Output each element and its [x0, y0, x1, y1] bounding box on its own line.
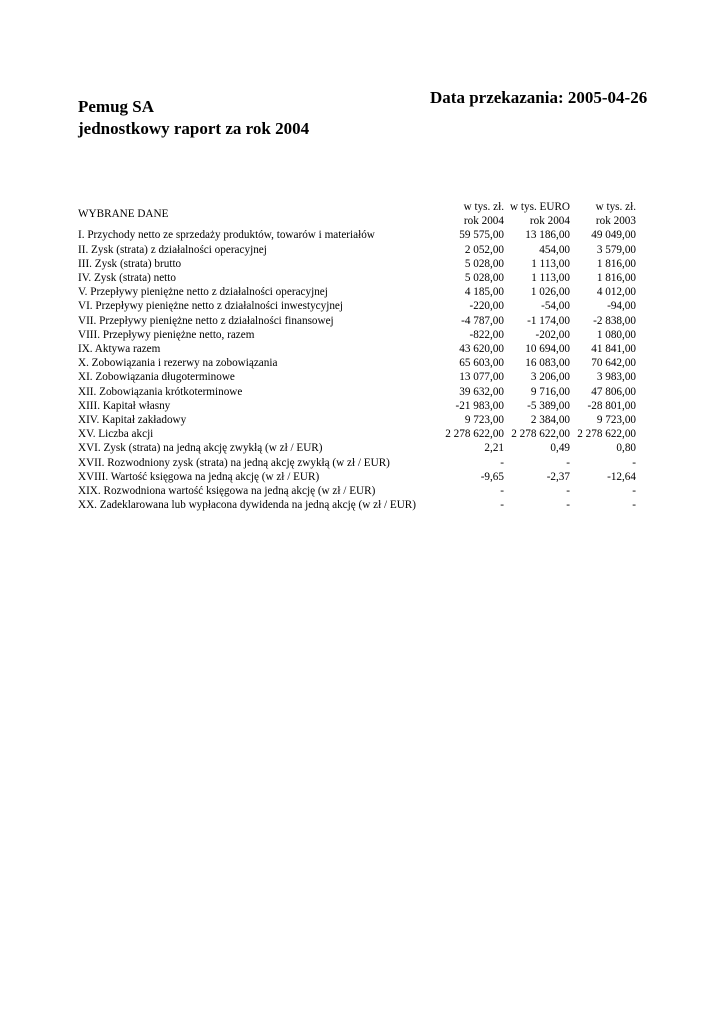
- row-label: V. Przepływy pieniężne netto z działalności operacyjnej: [78, 286, 328, 299]
- value-pln-2003: 9 723,00: [596, 414, 636, 427]
- value-pln-2004: -: [500, 485, 504, 498]
- report-title: jednostkowy raport za rok 2004: [78, 119, 310, 138]
- value-pln-2003: 3 983,00: [596, 371, 636, 384]
- value-pln-2004: -: [500, 499, 504, 512]
- value-pln-2004: 5 028,00: [464, 257, 504, 270]
- row-label: XII. Zobowiązania krótkoterminowe: [78, 385, 243, 398]
- value-eur-2004: 1 113,00: [531, 272, 570, 285]
- table-row: [76, 385, 638, 399]
- value-pln-2004: 2 052,00: [464, 243, 504, 256]
- row-label: VII. Przepływy pieniężne netto z działalności finansowej: [78, 314, 334, 327]
- value-pln-2004: 2 278 622,00: [445, 428, 504, 441]
- value-pln-2004: 13 077,00: [459, 371, 504, 384]
- row-label: I. Przychody netto ze sprzedaży produktów, towarów i materiałów: [78, 229, 375, 242]
- value-pln-2003: 4 012,00: [596, 286, 636, 299]
- value-pln-2004: 65 603,00: [459, 357, 504, 370]
- value-pln-2003: -: [632, 499, 636, 512]
- value-eur-2004: 9 716,00: [530, 385, 570, 398]
- table-row: [76, 228, 638, 242]
- table-row: [76, 328, 638, 342]
- row-label: X. Zobowiązania i rezerwy na zobowiązania: [78, 357, 278, 370]
- value-pln-2004: -: [500, 456, 504, 469]
- column-header: [440, 200, 506, 228]
- value-eur-2004: 454,00: [539, 243, 570, 256]
- table-row: [76, 356, 638, 370]
- table-row: [76, 243, 638, 257]
- table-row: [76, 470, 638, 484]
- table-row: [76, 399, 638, 413]
- value-pln-2004: -21 983,00: [455, 399, 504, 412]
- section-label: WYBRANE DANE: [78, 208, 169, 221]
- row-label: IX. Aktywa razem: [78, 343, 161, 356]
- value-pln-2003: 3 579,00: [596, 243, 636, 256]
- column-header-year: rok 2004: [529, 215, 570, 228]
- column-header-year: rok 2004: [463, 215, 504, 228]
- selected-data-table: [76, 200, 638, 512]
- value-eur-2004: 0,49: [550, 442, 570, 455]
- table-row: [76, 257, 638, 271]
- table-row: [76, 441, 638, 455]
- value-pln-2004: -220,00: [469, 300, 504, 313]
- table-row: [76, 285, 638, 299]
- table-row: [76, 456, 638, 470]
- value-eur-2004: 1 113,00: [531, 257, 570, 270]
- value-eur-2004: -: [566, 499, 570, 512]
- value-eur-2004: 2 278 622,00: [511, 428, 570, 441]
- row-label: XIX. Rozwodniona wartość księgowa na jedną akcję (w zł / EUR): [78, 485, 376, 498]
- value-pln-2003: -: [632, 485, 636, 498]
- value-eur-2004: 2 384,00: [530, 414, 570, 427]
- row-label: XVI. Zysk (strata) na jedną akcję zwykłą (w zł / EUR): [78, 442, 323, 455]
- value-pln-2004: 39 632,00: [459, 385, 504, 398]
- value-pln-2003: 1 816,00: [596, 272, 636, 285]
- value-pln-2003: -28 801,00: [587, 399, 636, 412]
- column-header: [572, 200, 638, 228]
- value-eur-2004: -1 174,00: [527, 314, 570, 327]
- column-header: [506, 200, 572, 228]
- row-label: II. Zysk (strata) z działalności operacyjnej: [78, 243, 267, 256]
- value-pln-2004: 43 620,00: [459, 343, 504, 356]
- table-row: [76, 314, 638, 328]
- value-eur-2004: 10 694,00: [525, 343, 570, 356]
- value-eur-2004: -54,00: [541, 300, 570, 313]
- row-label: IV. Zysk (strata) netto: [78, 272, 176, 285]
- table-row: [76, 484, 638, 498]
- value-pln-2003: -: [632, 456, 636, 469]
- value-pln-2003: 49 049,00: [591, 229, 636, 242]
- value-pln-2003: 1 816,00: [596, 257, 636, 270]
- value-pln-2003: -94,00: [607, 300, 636, 313]
- table-row: [76, 370, 638, 384]
- table-row: [76, 342, 638, 356]
- value-pln-2004: 9 723,00: [464, 414, 504, 427]
- value-eur-2004: 1 026,00: [530, 286, 570, 299]
- value-pln-2003: 47 806,00: [591, 385, 636, 398]
- value-eur-2004: -: [566, 456, 570, 469]
- column-header-unit: w tys. zł.: [595, 201, 636, 213]
- value-eur-2004: -5 389,00: [527, 399, 570, 412]
- value-pln-2003: 41 841,00: [591, 343, 636, 356]
- value-pln-2004: 2,21: [484, 442, 504, 455]
- value-pln-2003: -2 838,00: [593, 314, 636, 327]
- table-row: [76, 427, 638, 441]
- value-eur-2004: -202,00: [535, 328, 570, 341]
- value-eur-2004: -2,37: [546, 470, 570, 483]
- row-label: XIV. Kapitał zakładowy: [78, 414, 187, 427]
- value-pln-2003: 0,80: [616, 442, 636, 455]
- value-pln-2003: -12,64: [607, 470, 636, 483]
- value-pln-2003: 70 642,00: [591, 357, 636, 370]
- row-label: XVIII. Wartość księgowa na jedną akcję (w zł / EUR): [78, 470, 320, 483]
- row-label: XX. Zadeklarowana lub wypłacona dywidenda na jedną akcję (w zł / EUR): [78, 499, 416, 512]
- table-row: [76, 498, 638, 512]
- value-pln-2004: -4 787,00: [461, 314, 504, 327]
- value-pln-2004: -9,65: [480, 470, 504, 483]
- value-pln-2003: 2 278 622,00: [577, 428, 636, 441]
- company-name: Pemug SA: [78, 97, 155, 116]
- column-header-unit: w tys. EURO: [510, 201, 570, 213]
- value-pln-2004: 4 185,00: [464, 286, 504, 299]
- value-pln-2003: 1 080,00: [596, 328, 636, 341]
- value-eur-2004: -: [566, 485, 570, 498]
- row-label: III. Zysk (strata) brutto: [78, 257, 182, 270]
- row-label: XI. Zobowiązania długoterminowe: [78, 371, 235, 384]
- transfer-date: Data przekazania: 2005-04-26: [430, 88, 648, 107]
- row-label: XVII. Rozwodniony zysk (strata) na jedną akcję zwykłą (w zł / EUR): [78, 456, 390, 469]
- value-pln-2004: -822,00: [469, 328, 504, 341]
- value-eur-2004: 3 206,00: [530, 371, 570, 384]
- value-eur-2004: 16 083,00: [525, 357, 570, 370]
- table-row: [76, 271, 638, 285]
- value-pln-2004: 59 575,00: [459, 229, 504, 242]
- row-label: VIII. Przepływy pieniężne netto, razem: [78, 328, 255, 341]
- table-header-row: [76, 200, 638, 228]
- row-label: XV. Liczba akcji: [78, 428, 154, 441]
- table-row: [76, 299, 638, 313]
- table-row: [76, 413, 638, 427]
- value-pln-2004: 5 028,00: [464, 272, 504, 285]
- row-label: XIII. Kapitał własny: [78, 399, 171, 412]
- column-header-unit: w tys. zł.: [463, 201, 504, 213]
- value-eur-2004: 13 186,00: [525, 229, 570, 242]
- row-label: VI. Przepływy pieniężne netto z działalności inwestycyjnej: [78, 300, 343, 313]
- column-header-year: rok 2003: [595, 215, 636, 228]
